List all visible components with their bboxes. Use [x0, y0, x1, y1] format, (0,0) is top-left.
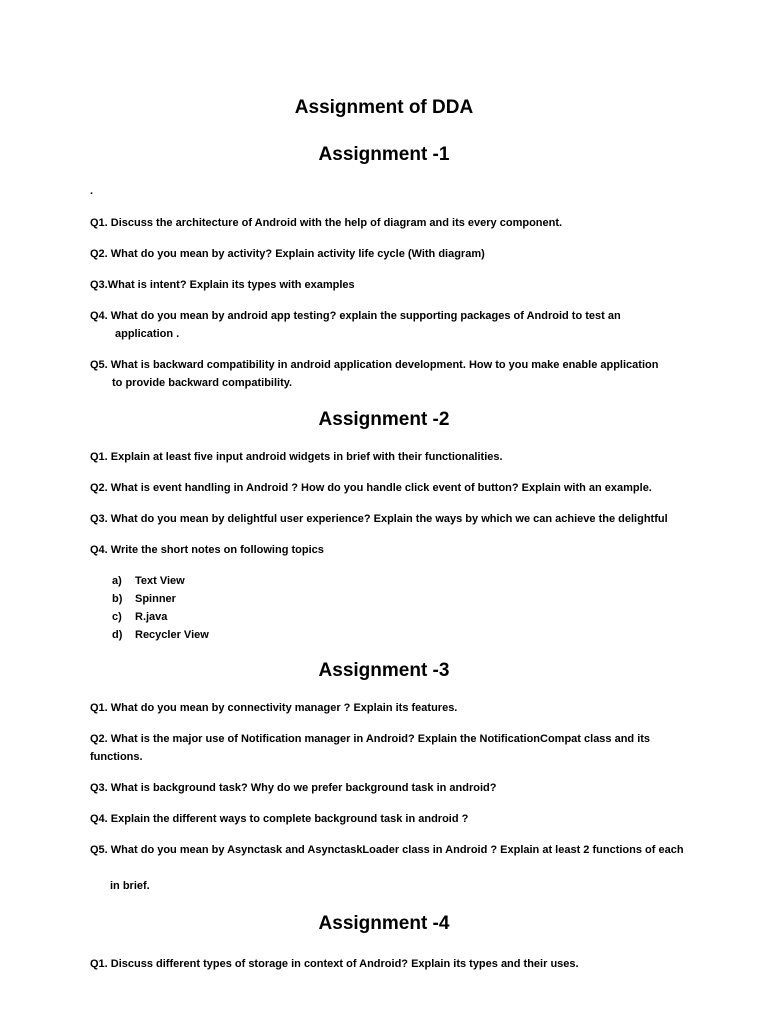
a1-question-2: Q2. What do you mean by activity? Explain activity life cycle (With diagram): [90, 248, 485, 260]
topic-text: Spinner: [135, 593, 176, 605]
a1-question-3: Q3.What is intent? Explain its types with examples: [90, 279, 355, 291]
a2-question-4: Q4. Write the short notes on following topics: [90, 544, 324, 556]
topic-letter: a): [112, 575, 122, 587]
assignment-3-heading: Assignment -3: [318, 660, 450, 681]
a1-question-1: Q1. Discuss the architecture of Android with the help of diagram and its every component.: [90, 217, 563, 229]
topic-letter: d): [112, 629, 123, 641]
a1-question-4: Q4. What do you mean by android app testing? explain the supporting packages of Android to test an: [90, 310, 621, 322]
a3-question-4: Q4. Explain the different ways to complete background task in android ?: [90, 813, 469, 825]
assignment-1-heading: Assignment -1: [318, 144, 450, 165]
a3-question-1: Q1. What do you mean by connectivity manager ? Explain its features.: [90, 702, 458, 714]
a1-question-5: Q5. What is backward compatibility in android application development. How to you make enable application: [90, 359, 659, 371]
a3-question-2-continued: functions.: [90, 751, 143, 763]
a3-question-3: Q3. What is background task? Why do we prefer background task in android?: [90, 782, 497, 794]
a3-question-2: Q2. What is the major use of Notification manager in Android? Explain the NotificationCompat class and its: [90, 733, 651, 745]
topic-text: R.java: [135, 611, 168, 623]
topic-text: Recycler View: [135, 629, 209, 641]
document-title: Assignment of DDA: [294, 97, 474, 118]
a3-question-5: Q5. What do you mean by Asynctask and AsynctaskLoader class in Android ? Explain at least 2 functions of each: [90, 844, 684, 856]
stray-mark: .: [90, 185, 94, 197]
assignment-2-heading: Assignment -2: [318, 409, 450, 430]
a2-question-1: Q1. Explain at least five input android widgets in brief with their functionalities.: [90, 451, 503, 463]
assignment-4-heading: Assignment -4: [318, 913, 450, 934]
a1-question-5-continued: to provide backward compatibility.: [112, 377, 293, 389]
topic-letter: c): [112, 611, 122, 623]
a4-question-1: Q1. Discuss different types of storage in context of Android? Explain its types and their uses.: [90, 958, 579, 970]
a2-question-2: Q2. What is event handling in Android ? How do you handle click event of button? Explain with an example.: [90, 482, 652, 494]
topic-letter: b): [112, 593, 123, 605]
a1-question-4-continued: application .: [115, 328, 180, 340]
a2-question-3: Q3. What do you mean by delightful user experience? Explain the ways by which we can achieve the delightful: [90, 513, 668, 525]
topic-text: Text View: [135, 575, 185, 587]
a3-question-5-continued: in brief.: [110, 880, 150, 892]
